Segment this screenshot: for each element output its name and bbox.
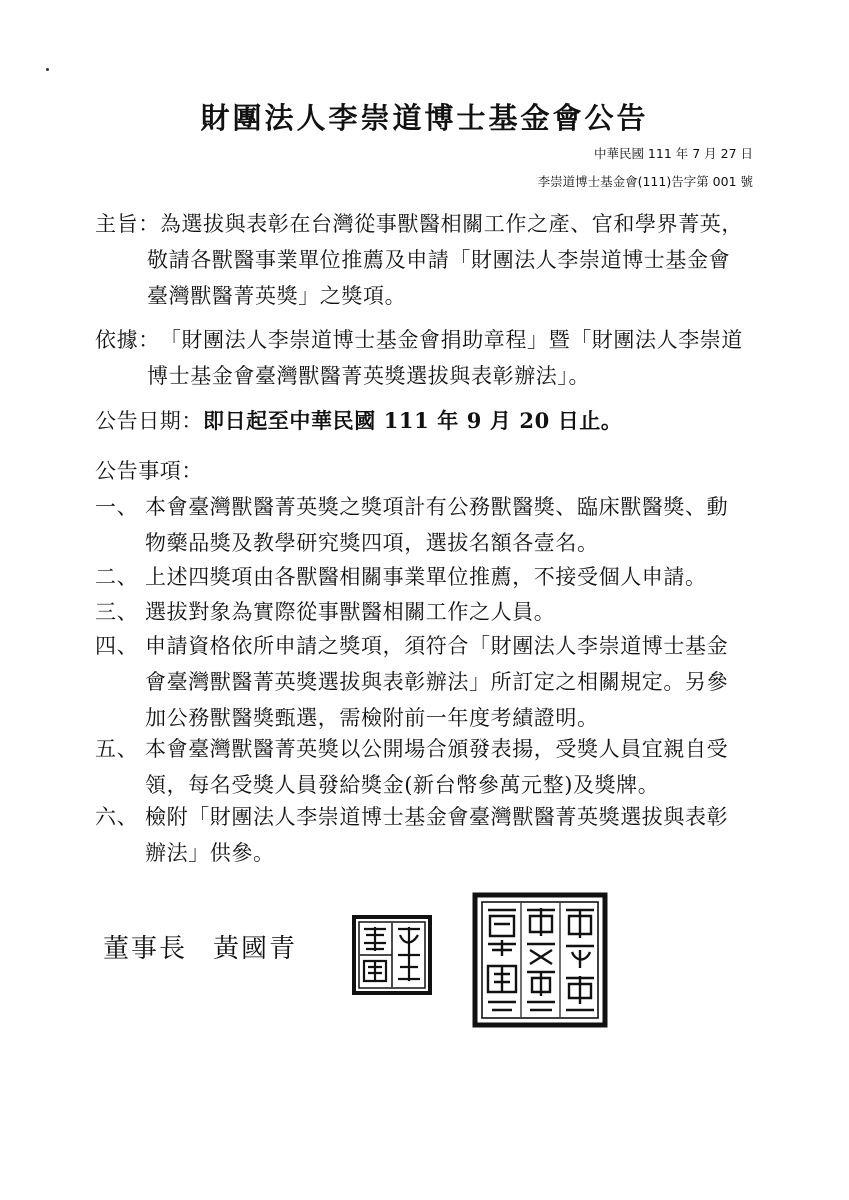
list-item bbox=[95, 594, 785, 630]
organization-seal-stamp bbox=[472, 892, 608, 1028]
item-number: 五、 bbox=[95, 737, 139, 761]
list-item bbox=[95, 559, 785, 595]
item-number: 二、 bbox=[95, 565, 139, 589]
signatory-name: 黃國青 bbox=[213, 934, 298, 964]
reference-number: 李崇道博士基金會(111)告字第 001 號 bbox=[537, 174, 753, 189]
item-text: 物藥品獎及教學研究獎四項，選拔名額各壹名。 bbox=[145, 531, 599, 555]
basis-line: 「財團法人李崇道博士基金會捐助章程」暨「財團法人李崇道 bbox=[159, 328, 744, 352]
signature-line bbox=[103, 928, 297, 965]
item-number: 四、 bbox=[95, 634, 139, 658]
signatory-title: 董事長 bbox=[103, 934, 188, 964]
item-text: 本會臺灣獸醫菁英獎之獎項計有公務獸醫獎、臨床獸醫獎、動 bbox=[145, 495, 729, 519]
basis-line: 博士基金會臺灣獸醫菁英獎選拔與表彰辦法」。 bbox=[147, 364, 591, 388]
item-text: 檢附「財團法人李崇道博士基金會臺灣獸醫菁英獎選拔與表彰 bbox=[145, 805, 729, 829]
item-number: 一、 bbox=[95, 495, 139, 519]
item-text: 會臺灣獸醫菁英獎選拔與表彰辦法」所訂定之相關規定。另參 bbox=[145, 670, 729, 694]
item-text: 選拔對象為實際從事獸醫相關工作之人員。 bbox=[145, 600, 556, 624]
item-text: 領，每名受獎人員發給獎金(新台幣參萬元整)及獎牌。 bbox=[145, 773, 660, 797]
scan-speck bbox=[46, 68, 49, 71]
personal-seal-stamp bbox=[352, 915, 432, 995]
list-item bbox=[95, 489, 785, 561]
announcement-period-value: 即日起至中華民國 111 年 9 月 20 日止。 bbox=[203, 408, 623, 433]
announcement-period-label: 公告日期： bbox=[95, 409, 203, 433]
list-item bbox=[95, 799, 785, 871]
basis-section bbox=[95, 322, 775, 394]
announcement-period bbox=[95, 403, 775, 439]
items-heading: 公告事項： bbox=[95, 459, 203, 483]
subject-line: 臺灣獸醫菁英獎」之獎項。 bbox=[147, 284, 407, 308]
subject-section bbox=[95, 206, 775, 314]
subject-label: 主旨： bbox=[95, 212, 160, 236]
item-text: 上述四獎項由各獸醫相關事業單位推薦，不接受個人申請。 bbox=[145, 565, 707, 589]
basis-label: 依據： bbox=[95, 328, 160, 352]
item-text: 申請資格依所申請之獎項，須符合「財團法人李崇道博士基金 bbox=[145, 634, 729, 658]
item-text: 加公務獸醫獎甄選，需檢附前一年度考績證明。 bbox=[145, 706, 599, 730]
subject-line: 敬請各獸醫事業單位推薦及申請「財團法人李崇道博士基金會 bbox=[147, 248, 731, 272]
list-item bbox=[95, 628, 785, 736]
item-number: 三、 bbox=[95, 600, 139, 624]
subject-line: 為選拔與表彰在台灣從事獸醫相關工作之產、官和學界菁英， bbox=[159, 212, 744, 236]
issue-date: 中華民國 111 年 7 月 27 日 bbox=[593, 146, 753, 161]
list-item bbox=[95, 731, 785, 803]
item-text: 辦法」供參。 bbox=[145, 841, 275, 865]
item-number: 六、 bbox=[95, 805, 139, 829]
document-title: 財團法人李崇道博士基金會公告 bbox=[200, 101, 649, 135]
item-text: 本會臺灣獸醫菁英獎以公開場合頒發表揚，受獎人員宜親自受 bbox=[145, 737, 729, 761]
